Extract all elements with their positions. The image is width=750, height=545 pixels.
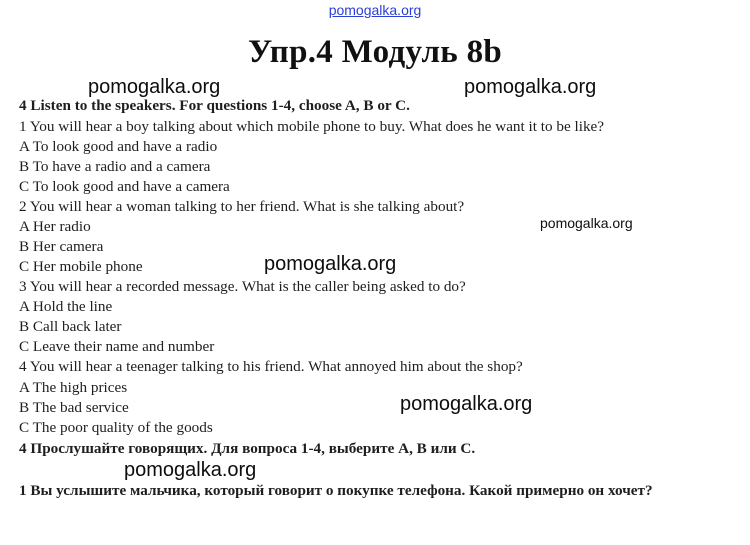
- q2-option-a: A Her radio: [19, 218, 91, 235]
- q2-option-c: C Her mobile phone: [19, 258, 143, 275]
- q3-option-a: A Hold the line: [19, 298, 113, 315]
- q4-option-b: B The bad service: [19, 399, 129, 416]
- q3-option-c: C Leave their name and number: [19, 338, 215, 355]
- question-2: 2 You will hear a woman talking to her friend. What is she talking about?: [19, 198, 465, 215]
- q1-option-b: B To have a radio and a camera: [19, 158, 211, 175]
- question-3: 3 You will hear a recorded message. What is the caller being asked to do?: [19, 278, 466, 295]
- watermark: pomogalka.org: [264, 253, 397, 275]
- watermark: pomogalka.org: [124, 459, 257, 481]
- question-4: 4 You will hear a teenager talking to his friend. What annoyed him about the shop?: [19, 358, 523, 375]
- q3-option-b: B Call back later: [19, 318, 122, 335]
- page-title: Упр.4 Модуль 8b: [247, 34, 503, 70]
- exercise-instruction: 4 Listen to the speakers. For questions 1-4, choose A, B or C.: [19, 97, 410, 114]
- translation-question-1: 1 Вы услышите мальчика, который говорит о покупке телефона. Какой примерно он хочет?: [19, 482, 653, 499]
- q1-option-a: A To look good and have a radio: [19, 138, 218, 155]
- watermark: pomogalka.org: [88, 76, 221, 98]
- question-1: 1 You will hear a boy talking about which mobile phone to buy. What does he want it to be like?: [19, 118, 605, 135]
- q1-option-c: C To look good and have a camera: [19, 178, 230, 195]
- watermark: pomogalka.org: [400, 393, 533, 415]
- q2-option-b: B Her camera: [19, 238, 104, 255]
- site-link[interactable]: pomogalka.org: [328, 2, 422, 18]
- q4-option-c: C The poor quality of the goods: [19, 419, 213, 436]
- q4-option-a: A The high prices: [19, 379, 128, 396]
- watermark: pomogalka.org: [540, 215, 633, 231]
- translation-instruction: 4 Прослушайте говорящих. Для вопроса 1-4, выберите А, В или С.: [19, 440, 476, 457]
- watermark: pomogalka.org: [464, 76, 597, 98]
